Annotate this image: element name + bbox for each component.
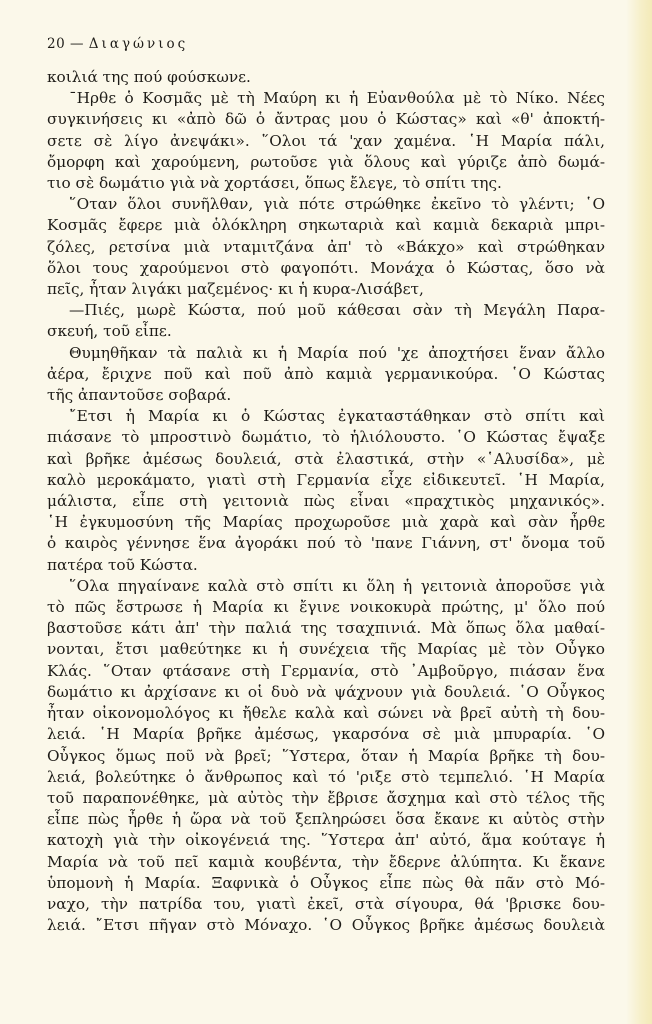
- text-line: ῞Οταν ὅλοι συνῆλθαν, γιὰ πότε στρώθηκε ἐκεῖνο τὸ γλέντι; ῾Ο: [69, 195, 605, 214]
- text-line: Μαρία νὰ τοῦ πεῖ καμιὰ κουβέντα, τὴν ἔδερνε ἀλύπητα. Κι ἔκανε: [47, 852, 605, 871]
- text-line: —Πιές, μωρὲ Κώστα, πού μοῦ κάθεσαι σὰν τὴ Μεγάλη Παρα-: [69, 301, 605, 320]
- text-line: εἶπε πὼς ἦρθε ἡ ὥρα νὰ τοῦ ξεπληρώσει ὅσα ἔκανε κι αὐτὸς στὴν: [47, 810, 605, 829]
- text-line: νονται, ἔτσι μαθεύτηκε κι ἡ συνέχεια τῆς Μαρίας μὲ τὸν Οὖγκο: [47, 640, 605, 659]
- text-line: λειά. ῾Η Μαρία βρῆκε ἀμέσως, γκαρσόνα σὲ μιὰ μπυραρία. ῾Ο: [47, 725, 605, 744]
- text-line: Κοσμᾶς ἔφερε μιὰ ὁλόκληρη σηκωταριὰ καὶ καμιὰ δεκαριὰ μπρι-: [47, 216, 605, 235]
- text-line: ῾Η ἐγκυμοσύνη τῆς Μαρίας προχωροῦσε μιὰ χαρὰ καὶ σὰν ἦρθε: [47, 513, 605, 532]
- running-head: [47, 36, 188, 52]
- text-line: δωμάτιο κι ἀρχίσανε κι οἱ δυὸ νὰ ψάχνουν γιὰ δουλειά. ῾Ο Οὖγκος: [47, 682, 605, 701]
- text-line: τοῦ παραπονέθηκε, μὰ αὐτὸς τὴν ἔβρισε ἄσχημα καὶ στὸ τέλος τῆς: [47, 788, 605, 807]
- text-line: σετε σὲ λίγο ἀνεψάκι». ῞Ολοι τά 'χαν χαμένα. ῾Η Μαρία πάλι,: [47, 131, 605, 150]
- text-line: ῞Ολα πηγαίνανε καλὰ στὸ σπίτι κι ὅλη ἡ γειτονιὰ ἀποροῦσε γιὰ: [69, 576, 605, 595]
- text-line: λειά. ῎Ετσι πῆγαν στὸ Μόναχο. ῾Ο Οὖγκος βρῆκε ἀμέσως δουλειὰ: [47, 916, 605, 935]
- text-line: Κλάς. ῞Οταν φτάσανε στὴ Γερμανία, στὸ ᾿Αμβοῦργο, πιάσαν ἕνα: [47, 661, 605, 680]
- page-number: 20: [47, 36, 66, 52]
- text-line: πιάσανε τὸ μπροστινὸ δωμάτιο, τὸ ἡλιόλουστο. ῾Ο Κώστας ἔψαξε: [47, 428, 605, 447]
- text-line: συγκινήσεις κι «ἀπὸ δῶ ὁ ἄντρας μου ὁ Κώστας» καὶ «θ' ἀποκτή-: [47, 110, 605, 129]
- text-line: ζόλες, ρετσίνα μιὰ νταμιτζάνα ἀπ' τὸ «Βάκχο» καὶ στρώθηκαν: [47, 237, 605, 256]
- body-text: [47, 67, 605, 936]
- text-line: ναχο, τὴν πατρίδα του, γιατὶ ἐκεῖ, στὰ σίγουρα, θά 'βρισκε δου-: [47, 894, 605, 913]
- text-line: κοιλιά της πού φούσκωνε.: [47, 68, 251, 86]
- book-title: Διαγώνιος: [88, 36, 189, 52]
- text-line: βαστοῦσε κάτι ἀπ' τὴν παλιά της τσαχπινιά. Μὰ ὅπως ὅλα μαθαί-: [47, 619, 605, 638]
- text-line: πατέρα τοῦ Κώστα.: [47, 555, 198, 574]
- text-line: ῎Ετσι ἡ Μαρία κι ὁ Κώστας ἐγκαταστάθηκαν στὸ σπίτι καὶ: [69, 407, 605, 426]
- text-line: λειά, βολεύτηκε ὁ ἄνθρωπος καὶ τό 'ριξε στὸ τεμπελιό. ῾Η Μαρία: [47, 767, 605, 786]
- text-line: ὅλοι τους χαρούμενοι στὸ φαγοπότι. Μονάχα ὁ Κώστας, ὅσο νὰ: [47, 258, 605, 277]
- page-edge-shadow: [626, 0, 652, 1024]
- text-line: Οὖγκος ὅμως ποῦ νὰ βρεῖ; ῞Υστερα, ὅταν ἡ Μαρία βρῆκε τὴ δου-: [47, 746, 605, 765]
- text-line: τιο σὲ δωμάτιο γιὰ νὰ χορτάσει, ὅπως ἔλεγε, τὸ σπίτι της.: [47, 174, 502, 193]
- text-line: ἦταν οἰκονομολόγος κι ἤθελε καλὰ καὶ σώνει νὰ βρεῖ αὐτὴ τὴ δου-: [47, 704, 605, 723]
- text-line: ˉΗρθε ὁ Κοσμᾶς μὲ τὴ Μαύρη κι ἡ Εὐανθούλα μὲ τὸ Νίκο. Νέες: [69, 89, 605, 108]
- text-line: ἀέρα, ἔριχνε ποῦ καὶ ποῦ ἀπὸ καμιὰ γερμανικούρα. ῾Ο Κώστας: [47, 364, 605, 383]
- text-line: ὁ καιρὸς γέννησε ἕνα ἀγοράκι πού τὸ 'πανε Γιάννη, στ' ὄνομα τοῦ: [47, 534, 605, 553]
- text-line: ὄμορφη καὶ χαρούμενη, ρωτοῦσε γιὰ ὅλους καὶ γύριζε ἀπὸ δωμά-: [47, 152, 605, 171]
- text-line: ὑπομονὴ ἡ Μαρία. Ξαφνικὰ ὁ Οὖγκος εἶπε πὼς θὰ πᾶν στὸ Μό-: [47, 873, 605, 892]
- text-line: τὸ πῶς ἔστρωσε ἡ Μαρία κι ἔγινε νοικοκυρὰ πρώτης, μ' ὅλο πού: [47, 598, 605, 617]
- text-line: σκευή, τοῦ εἶπε.: [47, 322, 172, 341]
- text-line: κατοχὴ γιὰ τὴν οἰκογένειά της. ῞Υστερα ἀπ' αὐτό, ἅμα κούταγε ἡ: [47, 831, 605, 850]
- text-line: Θυμηθῆκαν τὰ παλιὰ κι ἡ Μαρία πού 'χε ἀποχτήσει ἕναν ἄλλο: [69, 343, 605, 362]
- text-line: τῆς ἀπαντοῦσε σοβαρά.: [47, 386, 232, 405]
- text-line: πεῖς, ἦταν λιγάκι μαζεμένος· κι ἡ κυρα-Λισάβετ,: [47, 280, 424, 299]
- text-line: καὶ βρῆκε ἀμέσως δουλειά, στὰ ἐλαστικά, στὴν «῾Αλυσίδα», μὲ: [47, 449, 605, 468]
- head-separator: —: [69, 36, 84, 52]
- text-line: καλὸ μεροκάματο, γιατὶ στὴ Γερμανία εἶχε εἰδικευτεῖ. ῾Η Μαρία,: [47, 470, 605, 489]
- text-line: μάλιστα, εἶπε στὴ γειτονιὰ πὼς εἶναι «πραχτικὸς μηχανικός».: [47, 492, 605, 511]
